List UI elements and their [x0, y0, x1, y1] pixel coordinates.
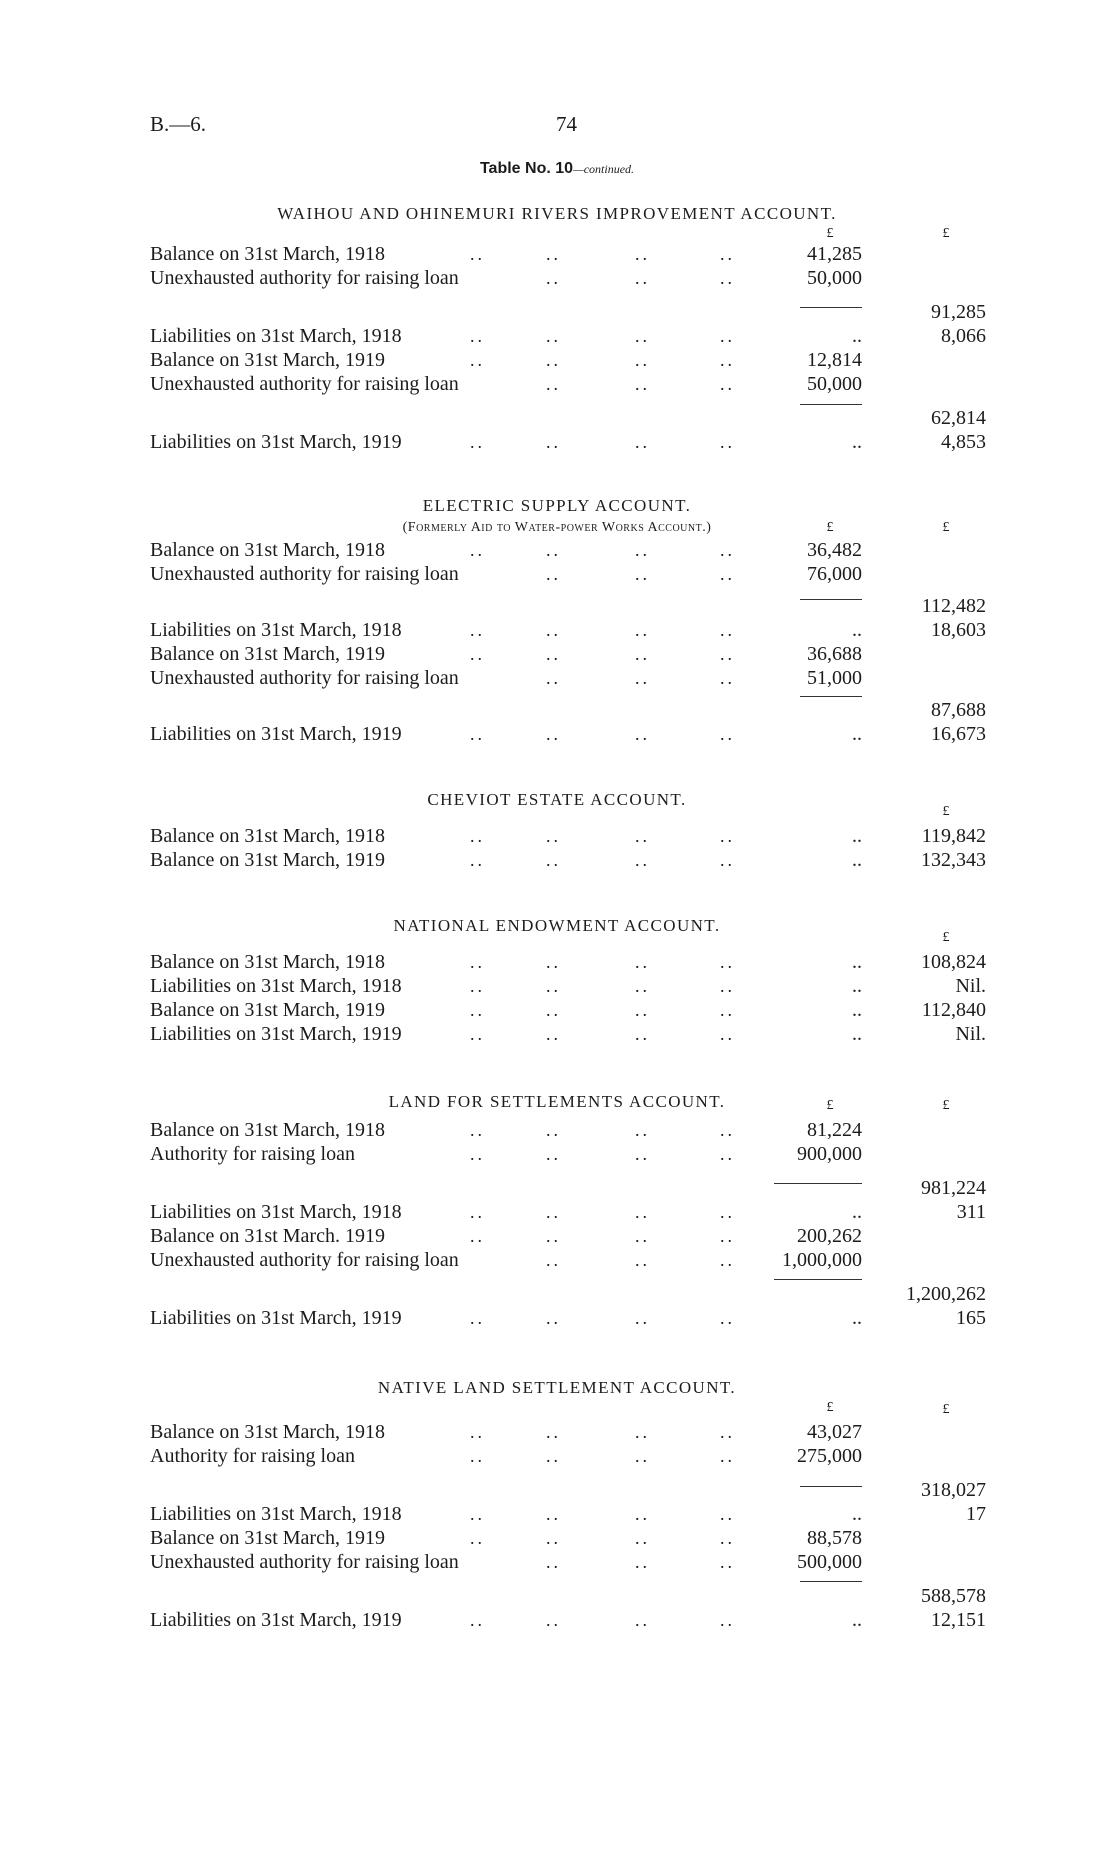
value-column-1: .. [852, 825, 862, 847]
value-column-1: 50,000 [807, 373, 862, 395]
row-label: Unexhausted authority for raising loan [150, 667, 459, 689]
account-row [0, 1248, 1114, 1272]
leader-dot: .. [720, 1610, 735, 1630]
leader-dot: .. [470, 850, 485, 870]
currency-header: £ [942, 804, 950, 819]
leader-dot: .. [546, 1144, 561, 1164]
value-column-1: 76,000 [807, 563, 862, 585]
value-column-1: .. [852, 431, 862, 453]
leader-dot: .. [720, 1144, 735, 1164]
leader-dot: .. [635, 668, 650, 688]
section-title: ELECTRIC SUPPLY ACCOUNT. [422, 496, 692, 515]
leader-dot: .. [720, 1120, 735, 1140]
value-column-2: 112,482 [921, 595, 986, 617]
leader-dot: .. [635, 724, 650, 744]
account-row [0, 1478, 1114, 1502]
row-label: Unexhausted authority for raising loan [150, 563, 459, 585]
leader-dot: .. [635, 1000, 650, 1020]
value-column-2: 12,151 [931, 1609, 986, 1631]
account-row [0, 1022, 1114, 1046]
leader-dot: .. [720, 620, 735, 640]
row-label: Unexhausted authority for raising loan [150, 1551, 459, 1573]
leader-dot: .. [470, 952, 485, 972]
value-column-2: 4,853 [941, 431, 986, 453]
table-label: Table No. 10 [479, 160, 574, 177]
account-row [0, 618, 1114, 642]
currency-header: £ [942, 1098, 950, 1113]
leader-dot: .. [720, 564, 735, 584]
account-row [0, 406, 1114, 430]
leader-dot: .. [546, 1446, 561, 1466]
subtotal-rule [800, 1581, 862, 1582]
account-row [0, 950, 1114, 974]
leader-dot: .. [546, 1610, 561, 1630]
value-column-2: 981,224 [921, 1177, 986, 1199]
leader-dot: .. [635, 1226, 650, 1246]
value-column-1: 900,000 [797, 1143, 862, 1165]
leader-dot: .. [470, 1226, 485, 1246]
currency-header: £ [826, 226, 834, 241]
row-label: Balance on 31st March, 1918 [150, 951, 385, 973]
value-column-1: .. [852, 951, 862, 973]
account-row [0, 1118, 1114, 1142]
leader-dot: .. [720, 1250, 735, 1270]
row-label: Balance on 31st March, 1919 [150, 349, 385, 371]
leader-dot: .. [546, 644, 561, 664]
leader-dot: .. [470, 620, 485, 640]
row-label: Balance on 31st March. 1919 [150, 1225, 385, 1247]
account-row [0, 824, 1114, 848]
leader-dot: .. [635, 244, 650, 264]
leader-dot: .. [720, 268, 735, 288]
currency-header: £ [826, 1098, 834, 1113]
value-column-1: .. [852, 1201, 862, 1223]
value-column-2: 91,285 [931, 301, 986, 323]
row-label: Authority for raising loan [150, 1143, 355, 1165]
row-label: Unexhausted authority for raising loan [150, 373, 459, 395]
leader-dot: .. [470, 644, 485, 664]
row-label: Liabilities on 31st March, 1918 [150, 325, 402, 347]
value-column-1: 200,262 [797, 1225, 862, 1247]
value-column-2: 318,027 [921, 1479, 986, 1501]
leader-dot: .. [635, 1610, 650, 1630]
leader-dot: .. [546, 1120, 561, 1140]
leader-dot: .. [546, 1250, 561, 1270]
value-column-1: .. [852, 999, 862, 1021]
leader-dot: .. [635, 374, 650, 394]
leader-dot: .. [470, 724, 485, 744]
leader-dot: .. [546, 1422, 561, 1442]
leader-dot: .. [470, 1610, 485, 1630]
leader-dot: .. [635, 620, 650, 640]
currency-header: £ [942, 930, 950, 945]
section-title: NATIVE LAND SETTLEMENT ACCOUNT. [377, 1378, 737, 1397]
account-row [0, 1176, 1114, 1200]
currency-header: £ [942, 1402, 950, 1417]
value-column-2: 62,814 [931, 407, 986, 429]
leader-dot: .. [635, 432, 650, 452]
row-label: Unexhausted authority for raising loan [150, 1249, 459, 1271]
account-row [0, 1526, 1114, 1550]
leader-dot: .. [720, 244, 735, 264]
row-label: Balance on 31st March, 1918 [150, 1119, 385, 1141]
table-continued: —continued. [573, 162, 635, 176]
leader-dot: .. [720, 1422, 735, 1442]
leader-dot: .. [635, 952, 650, 972]
leader-dot: .. [720, 1552, 735, 1572]
leader-dot: .. [720, 1528, 735, 1548]
account-row [0, 698, 1114, 722]
leader-dot: .. [720, 1446, 735, 1466]
leader-dot: .. [470, 826, 485, 846]
value-column-1: .. [852, 325, 862, 347]
account-row [0, 1550, 1114, 1574]
value-column-1: 43,027 [807, 1421, 862, 1443]
value-column-1: 500,000 [797, 1551, 862, 1573]
section-title: NATIONAL ENDOWMENT ACCOUNT. [393, 916, 721, 935]
account-row [0, 266, 1114, 290]
leader-dot: .. [546, 1202, 561, 1222]
account-row [0, 1282, 1114, 1306]
row-label: Balance on 31st March, 1919 [150, 643, 385, 665]
value-column-2: 588,578 [921, 1585, 986, 1607]
account-row [0, 594, 1114, 618]
account-row [0, 1502, 1114, 1526]
leader-dot: .. [635, 540, 650, 560]
value-column-2: 8,066 [941, 325, 986, 347]
leader-dot: .. [720, 724, 735, 744]
value-column-1: 50,000 [807, 267, 862, 289]
leader-dot: .. [546, 540, 561, 560]
leader-dot: .. [470, 540, 485, 560]
row-label: Balance on 31st March, 1919 [150, 999, 385, 1021]
leader-dot: .. [470, 1504, 485, 1524]
leader-dot: .. [720, 326, 735, 346]
row-label: Unexhausted authority for raising loan [150, 267, 459, 289]
value-column-1: .. [852, 619, 862, 641]
leader-dot: .. [720, 540, 735, 560]
leader-dot: .. [470, 1202, 485, 1222]
leader-dot: .. [546, 374, 561, 394]
leader-dot: .. [635, 1120, 650, 1140]
row-label: Liabilities on 31st March, 1919 [150, 431, 402, 453]
leader-dot: .. [720, 1308, 735, 1328]
account-row [0, 1200, 1114, 1224]
leader-dot: .. [635, 1308, 650, 1328]
leader-dot: .. [470, 326, 485, 346]
value-column-2: 16,673 [931, 723, 986, 745]
value-column-2: 132,343 [921, 849, 986, 871]
subtotal-rule [800, 696, 862, 697]
row-label: Liabilities on 31st March, 1919 [150, 1609, 402, 1631]
leader-dot: .. [470, 976, 485, 996]
value-column-2: 17 [966, 1503, 986, 1525]
value-column-1: 51,000 [807, 667, 862, 689]
leader-dot: .. [546, 826, 561, 846]
leader-dot: .. [635, 1446, 650, 1466]
leader-dot: .. [546, 1000, 561, 1020]
table-title [0, 160, 1114, 178]
leader-dot: .. [546, 668, 561, 688]
leader-dot: .. [635, 1552, 650, 1572]
leader-dot: .. [546, 952, 561, 972]
leader-dot: .. [546, 244, 561, 264]
page-reference: B.—6. [150, 112, 207, 136]
value-column-2: 108,824 [921, 951, 986, 973]
leader-dot: .. [720, 1504, 735, 1524]
leader-dot: .. [635, 1202, 650, 1222]
account-row [0, 848, 1114, 872]
leader-dot: .. [720, 374, 735, 394]
account-row [0, 324, 1114, 348]
account-row [0, 1608, 1114, 1632]
value-column-2: 112,840 [921, 999, 986, 1021]
leader-dot: .. [470, 1308, 485, 1328]
leader-dot: .. [720, 1000, 735, 1020]
value-column-1: .. [852, 723, 862, 745]
leader-dot: .. [635, 1422, 650, 1442]
leader-dot: .. [470, 244, 485, 264]
row-label: Liabilities on 31st March, 1918 [150, 1503, 402, 1525]
row-label: Balance on 31st March, 1918 [150, 1421, 385, 1443]
section-subtitle: (Formerly Aid to Water-power Works Account.) [402, 520, 712, 535]
account-row [0, 242, 1114, 266]
account-row [0, 372, 1114, 396]
value-column-2: 18,603 [931, 619, 986, 641]
value-column-1: .. [852, 1023, 862, 1045]
section-title: CHEVIOT ESTATE ACCOUNT. [427, 790, 687, 809]
value-column-1: 41,285 [807, 243, 862, 265]
row-label: Liabilities on 31st March, 1919 [150, 1307, 402, 1329]
account-row [0, 300, 1114, 324]
row-label: Liabilities on 31st March, 1918 [150, 975, 402, 997]
section-title: WAIHOU AND OHINEMURI RIVERS IMPROVEMENT ACCOUNT. [277, 204, 837, 223]
leader-dot: .. [635, 1250, 650, 1270]
leader-dot: .. [720, 432, 735, 452]
leader-dot: .. [470, 1422, 485, 1442]
leader-dot: .. [546, 1308, 561, 1328]
account-row [0, 974, 1114, 998]
account-row [0, 1306, 1114, 1330]
value-column-1: 88,578 [807, 1527, 862, 1549]
value-column-1: 1,000,000 [782, 1249, 862, 1271]
row-label: Balance on 31st March, 1918 [150, 825, 385, 847]
value-column-1: .. [852, 849, 862, 871]
account-row [0, 430, 1114, 454]
value-column-2: 1,200,262 [906, 1283, 986, 1305]
leader-dot: .. [546, 1528, 561, 1548]
leader-dot: .. [720, 976, 735, 996]
leader-dot: .. [546, 976, 561, 996]
page-number: 74 [556, 112, 577, 136]
value-column-1: 275,000 [797, 1445, 862, 1467]
section-title: LAND FOR SETTLEMENTS ACCOUNT. [388, 1092, 726, 1111]
row-label: Liabilities on 31st March, 1918 [150, 619, 402, 641]
row-label: Authority for raising loan [150, 1445, 355, 1467]
leader-dot: .. [546, 1024, 561, 1044]
row-label: Balance on 31st March, 1919 [150, 1527, 385, 1549]
leader-dot: .. [635, 1528, 650, 1548]
value-column-2: Nil. [955, 1023, 986, 1045]
value-column-2: Nil. [955, 975, 986, 997]
value-column-1: .. [852, 1307, 862, 1329]
leader-dot: .. [720, 1202, 735, 1222]
row-label: Balance on 31st March, 1918 [150, 243, 385, 265]
leader-dot: .. [546, 724, 561, 744]
leader-dot: .. [720, 350, 735, 370]
leader-dot: .. [635, 850, 650, 870]
leader-dot: .. [635, 1144, 650, 1164]
account-row [0, 722, 1114, 746]
account-row [0, 1584, 1114, 1608]
account-row [0, 666, 1114, 690]
leader-dot: .. [470, 1000, 485, 1020]
leader-dot: .. [635, 350, 650, 370]
row-label: Balance on 31st March, 1918 [150, 539, 385, 561]
subtotal-rule [800, 404, 862, 405]
leader-dot: .. [546, 1504, 561, 1524]
account-row [0, 348, 1114, 372]
value-column-1: 81,224 [807, 1119, 862, 1141]
row-label: Balance on 31st March, 1919 [150, 849, 385, 871]
leader-dot: .. [635, 826, 650, 846]
leader-dot: .. [635, 976, 650, 996]
value-column-1: .. [852, 975, 862, 997]
leader-dot: .. [546, 1226, 561, 1246]
account-row [0, 1142, 1114, 1166]
leader-dot: .. [470, 1144, 485, 1164]
value-column-1: .. [852, 1503, 862, 1525]
leader-dot: .. [720, 952, 735, 972]
leader-dot: .. [546, 268, 561, 288]
leader-dot: .. [546, 350, 561, 370]
leader-dot: .. [546, 620, 561, 640]
leader-dot: .. [546, 326, 561, 346]
currency-header: £ [942, 520, 950, 535]
value-column-1: .. [852, 1609, 862, 1631]
subtotal-rule [774, 1279, 862, 1280]
leader-dot: .. [470, 350, 485, 370]
value-column-1: 12,814 [807, 349, 862, 371]
account-row [0, 538, 1114, 562]
account-row [0, 1224, 1114, 1248]
account-row [0, 1420, 1114, 1444]
leader-dot: .. [546, 1552, 561, 1572]
account-row [0, 1444, 1114, 1468]
row-label: Liabilities on 31st March, 1919 [150, 723, 402, 745]
leader-dot: .. [720, 644, 735, 664]
value-column-2: 87,688 [931, 699, 986, 721]
leader-dot: .. [546, 432, 561, 452]
leader-dot: .. [720, 826, 735, 846]
currency-header: £ [826, 520, 834, 535]
leader-dot: .. [470, 432, 485, 452]
value-column-2: 119,842 [921, 825, 986, 847]
leader-dot: .. [720, 1226, 735, 1246]
account-row [0, 562, 1114, 586]
leader-dot: .. [720, 668, 735, 688]
value-column-2: 165 [956, 1307, 986, 1329]
leader-dot: .. [635, 1024, 650, 1044]
leader-dot: .. [546, 850, 561, 870]
leader-dot: .. [470, 1120, 485, 1140]
value-column-1: 36,482 [807, 539, 862, 561]
leader-dot: .. [546, 564, 561, 584]
leader-dot: .. [470, 1446, 485, 1466]
leader-dot: .. [720, 1024, 735, 1044]
value-column-2: 311 [956, 1201, 986, 1223]
leader-dot: .. [470, 1528, 485, 1548]
row-label: Liabilities on 31st March, 1918 [150, 1201, 402, 1223]
leader-dot: .. [470, 1024, 485, 1044]
account-row [0, 998, 1114, 1022]
row-label: Liabilities on 31st March, 1919 [150, 1023, 402, 1045]
currency-header: £ [942, 226, 950, 241]
leader-dot: .. [635, 268, 650, 288]
currency-header: £ [826, 1400, 834, 1415]
leader-dot: .. [720, 850, 735, 870]
leader-dot: .. [635, 564, 650, 584]
leader-dot: .. [635, 326, 650, 346]
leader-dot: .. [635, 1504, 650, 1524]
account-row [0, 642, 1114, 666]
leader-dot: .. [635, 644, 650, 664]
value-column-1: 36,688 [807, 643, 862, 665]
